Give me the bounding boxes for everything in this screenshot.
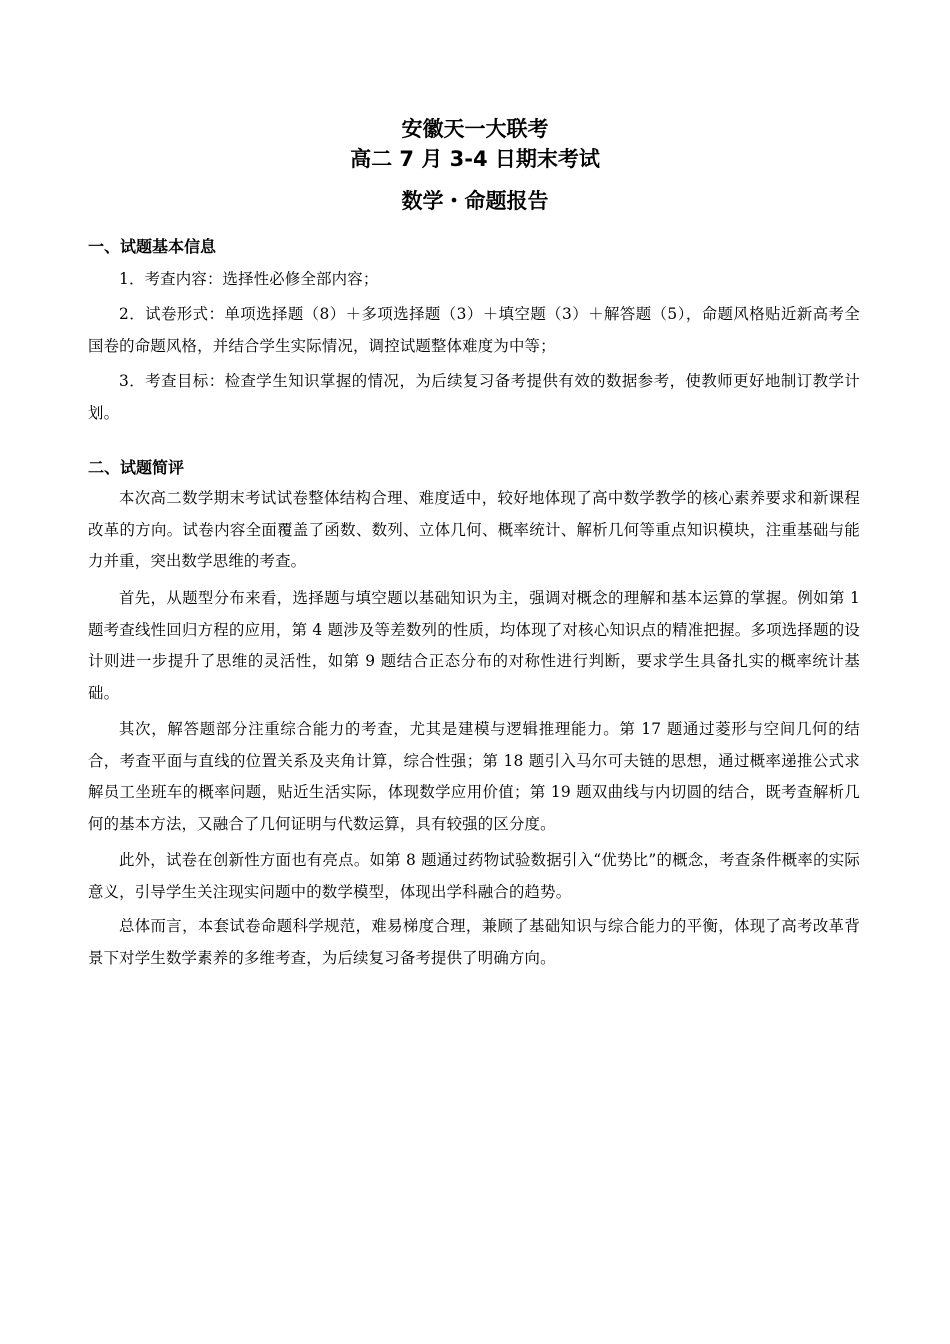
review-paragraph-summary: 总体而言，本套试卷命题科学规范，难易梯度合理，兼顾了基础知识与综合能力的平衡，体现了高考改革背景下对学生数学素养的多维考查，为后续复习备考提供了明确方向。 [88, 917, 860, 967]
basic-info-item-format: 2．试卷形式：单项选择题（8）＋多项选择题（3）＋填空题（3）＋解答题（5），命题风格贴近新高考全国卷的命题风格，并结合学生实际情况，调控试题整体难度为中等； [88, 305, 860, 355]
review-paragraph-innovation: 此外，试卷在创新性方面也有亮点。如第 8 题通过药物试验数据引入“优势比”的概念，考查条件概率的实际意义，引导学生关注现实问题中的数学模型，体现出学科融合的趋势。 [88, 851, 860, 901]
section-heading-basic-info: 一、试题基本信息 [88, 237, 217, 256]
report-subtitle: 数学・命题报告 [401, 189, 549, 213]
review-paragraph-solutions: 其次，解答题部分注重综合能力的考查，尤其是建模与逻辑推理能力。第 17 题通过菱形与空间几何的结合，考查平面与直线的位置关系及夹角计算，综合性强；第 18 题引入马尔可夫链的思想，通过概率递推公式求解员工坐班车的概率问题，贴近生活实际，体现数学应用价值；第 19 题双曲线与内切圆的结合，既考查解析几何的基本方法，又融合了几何证明与代数运算，具有较强的区分度。 [88, 720, 860, 833]
document-header [0, 114, 950, 216]
exam-organizer-title: 安徽天一大联考 [401, 117, 549, 141]
review-paragraph-question-types: 首先，从题型分布来看，选择题与填空题以基础知识为主，强调对概念的理解和基本运算的掌握。例如第 1 题考查线性回归方程的应用，第 4 题涉及等差数列的性质，均体现了对核心知识点的精准把握。多项选择题的设计则进一步提升了思维的灵活性，如第 9 题结合正态分布的对称性进行判断，要求学生具备扎实的概率统计基础。 [88, 589, 860, 702]
basic-info-item-goal: 3．考查目标：检查学生知识掌握的情况，为后续复习备考提供有效的数据参考，使教师更好地制订教学计划。 [88, 372, 860, 422]
review-paragraph-overview: 本次高二数学期末考试试卷整体结构合理、难度适中，较好地体现了高中数学教学的核心素养要求和新课程改革的方向。试卷内容全面覆盖了函数、数列、立体几何、概率统计、解析几何等重点知识模块，注重基础与能力并重，突出数学思维的考查。 [88, 489, 860, 570]
section-heading-review: 二、试题简评 [88, 458, 185, 477]
basic-info-item-content: 1．考查内容：选择性必修全部内容； [119, 270, 379, 288]
exam-name-title: 高二 7 月 3-4 日期末考试 [350, 147, 600, 171]
